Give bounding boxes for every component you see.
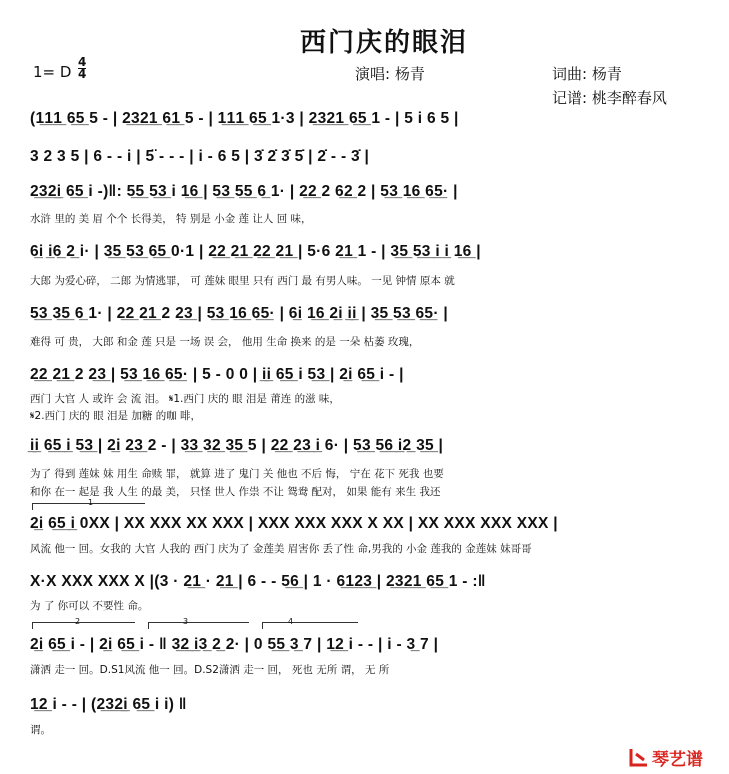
ending-number-1: 1 xyxy=(88,498,94,507)
lyric-row-9: 为 了 你可以 不要性 命。 xyxy=(30,600,149,612)
ending-number-4: 4 xyxy=(288,617,294,626)
notation-row-5: 5̲3̲ 3̲5̲ 6̲ 1· | 2̲2̲ 2̲1̲ 2 2̲3̲ | 5̲3̲ 1̲6̲ 6̲5̲· | 6̲i 1̲6̲ 2̲i i̲i̲ | 3̲5̲ 5̲3̲ 6̲5̲· | xyxy=(30,305,449,322)
notation-row-3: 2̲3̲2̲i̲ 6̲5̲ i -)‖: 5̲5̲ 5̲3̲ i 1̲6̲ | 5̲3̲ 5̲5̲ 6̲ 1· | 2̲2̲ 2 6̲2̲ 2 | 5̲3̲ 1̲6̲ 6̲5̲· | xyxy=(30,183,458,200)
song-title: 西门庆的眼泪 xyxy=(300,28,469,58)
ending-number-2: 2 xyxy=(75,617,81,626)
lyric-row-11: 谓。 xyxy=(30,724,51,736)
notation-row-10: 2̲i 6̲5̲ i - | 2̲i 6̲5̲ i - ‖ 3̲2̲ i̲3̲ 2̲ 2· | 0 5̲5̲ 3̲ 7 | 1̲2̲ i - - | i - 3̲ 7 | xyxy=(30,636,439,653)
brand-name: 琴艺谱 xyxy=(652,750,703,770)
qinyipu-logo-icon xyxy=(628,746,650,768)
time-signature-bottom: 4 xyxy=(78,67,87,81)
lyric-row-6-verse-2: 𝄋2.西门 庆的 眼 泪是 加糖 的咖 啡， xyxy=(30,410,202,422)
lyric-row-6-verse-1: 西门 大官 人 或许 会 流 泪。 𝄋1.西门 庆的 眼 泪是 莆连 的滋 味， xyxy=(30,393,340,405)
ending-bracket-2 xyxy=(32,622,135,629)
lyric-row-3: 水浒 里的 美 眉 个个 长得美， 特 别是 小金 莲 让人 回 味， xyxy=(30,213,312,225)
notation-row-9: X·X XXX XXX X |(3 · 2̲1̲ · 2̲1̲ | 6 - - 5̲6̲ | 1 · 6̲1̲2̲3̲ | 2̲3̲2̲1̲ 6̲5̲ 1 - :‖ xyxy=(30,573,486,590)
notation-row-6: 2̲2̲ 2̲1̲ 2 2̲3̲ | 5̲3̲ 1̲6̲ 6̲5̲· | 5 - 0 0 | i̲i̲ 6̲5̲ i 5̲3̲ | 2̲i 6̲5̲ i - | xyxy=(30,366,404,383)
lyric-row-8: 风流 他一 回。女我的 大官 人我的 西门 庆为了 金莲美 眉害你 丢了性 命,男我的 小金 莲我的 金莲妹 妹哥哥 xyxy=(30,543,532,555)
ending-bracket-3 xyxy=(148,622,249,629)
key-signature: 1= D xyxy=(33,63,72,81)
singer-credit: 演唱: 杨青 xyxy=(355,65,425,83)
notation-row-1: (1̲1̲1̲ 6̲5̲ 5 - | 2̲3̲2̲1̲ 6̲1̲ 5 - | 1̲1̲1̲ 6̲5̲ 1·3 | 2̲3̲2̲1̲ 6̲5̲ 1 - | 5 i 6 5 | xyxy=(30,110,459,127)
notation-row-4: 6̲i i̲6̲ 2̲ i· | 3̲5̲ 5̲3̲ 6̲5̲ 0·1 | 2̲2̲ 2̲1̲ 2̲2̲ 2̲1̲ | 5·6 2̲1̲ 1 - | 3̲5̲ 5̲3̲ i̲ i̲ 1̲6̲ | xyxy=(30,243,481,260)
lyric-row-7-verse-1: 为了 得到 莲妹 妹 用生 命赎 罪， 就算 进了 鬼门 关 他也 不后 悔， 宁在 花下 死我 也要 xyxy=(30,468,444,480)
notation-row-8: 2̲i 6̲5̲ i̲ 0XX | XX XXX XX XXX | XXX XXX XXX X XX | XX XXX XXX XXX | xyxy=(30,515,558,532)
lyric-row-7-verse-2: 和你 在一 起是 我 人生 的最 美， 只怪 世人 作祟 不让 鸳鸯 配对， 如果 能有 来生 我还 xyxy=(30,486,441,498)
ending-bracket-4 xyxy=(262,622,358,629)
transcriber-credit: 记谱: 桃李醉春风 xyxy=(552,89,667,107)
lyric-row-10: 潇洒 走一 回。D.S1风流 他一 回。D.S2潇洒 走一 回， 死也 无所 谓， 无 所 xyxy=(30,664,390,676)
composer-credit: 词曲: 杨青 xyxy=(552,65,622,83)
notation-row-11: 1̲2̲ i - - | (2̲3̲2̲i̲ 6̲5̲ i i) ‖ xyxy=(30,696,187,713)
notation-row-7: i̲i̲ 6̲5̲ i̲ 5̲3̲ | 2̲i 2̲3̲ 2 - | 3̲3̲ 3̲2̲ 3̲5̲ 5 | 2̲2̲ 2̲3̲ i̲ 6· | 5̲3̲ 5̲6̲ i̲2̲ 3̲5̲ | xyxy=(30,437,444,454)
ending-number-3: 3 xyxy=(183,617,189,626)
lyric-row-4: 大郎 为爱心碎， 二郎 为情逃罪， 可 莲妹 眼里 只有 西门 最 有男人味。 一见 钟情 原本 就 xyxy=(30,275,455,287)
notation-row-2: 3 2 3 5 | 6 - - i | 5̈ - - - | i - 6 5 | 3̇ 2̇ 3̇ 5̇ | 2̇ - - 3̇ | xyxy=(30,148,370,165)
time-signature xyxy=(78,57,86,80)
time-signature-top: 4 xyxy=(78,55,87,69)
lyric-row-5: 难得 可 贵， 大郎 和金 莲 只是 一场 误 会， 他用 生命 换来 的是 一朵 枯萎 玫瑰， xyxy=(30,336,420,348)
